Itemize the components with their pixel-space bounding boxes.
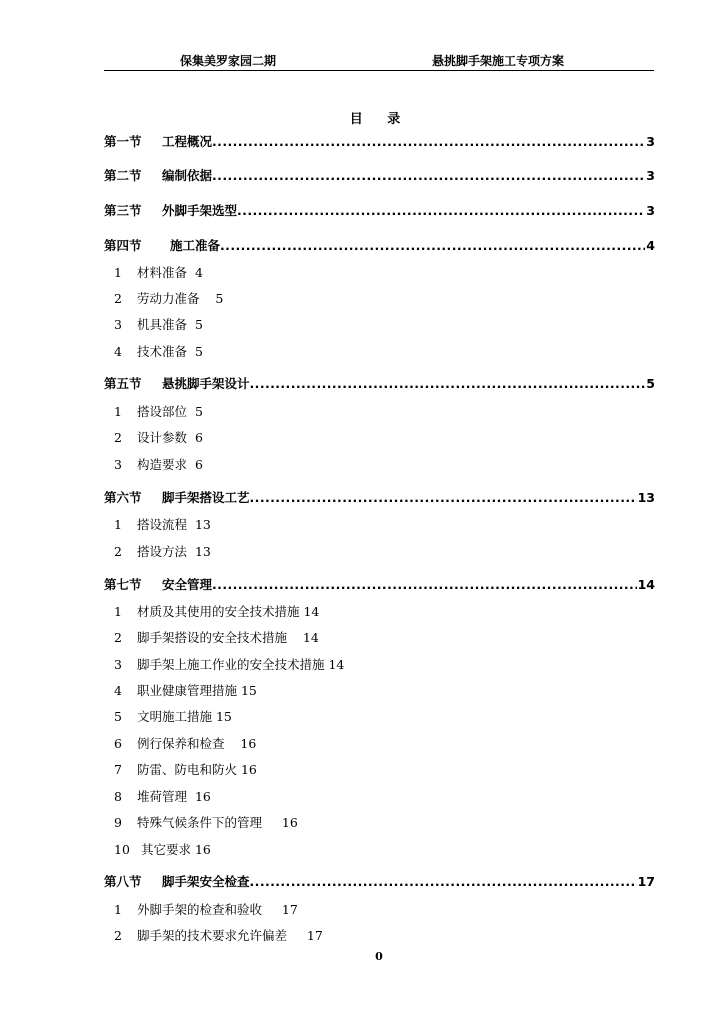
chapter-page: 4	[646, 238, 655, 253]
header-document-title: 悬挑脚手架施工专项方案	[432, 54, 565, 68]
section-title: 文明施工措施 15	[137, 709, 232, 724]
dot-leader	[237, 203, 645, 218]
chapter-title: 编制依据	[162, 168, 213, 183]
section-number: 3	[114, 317, 122, 332]
section-number: 3	[114, 657, 122, 672]
page-number: 0	[375, 950, 383, 963]
toc-chapter-4[interactable]	[104, 236, 655, 254]
toc-chapter-1[interactable]	[104, 132, 655, 150]
toc-section[interactable]	[114, 734, 256, 752]
chapter-title: 工程概况	[162, 134, 213, 149]
toc-section[interactable]	[114, 263, 203, 281]
toc-section[interactable]	[114, 602, 319, 620]
section-number: 1	[114, 265, 122, 280]
chapter-title: 悬挑脚手架设计	[162, 376, 250, 391]
section-title: 堆荷管理 16	[137, 789, 211, 804]
toc-section[interactable]	[114, 787, 211, 805]
section-title: 例行保养和检查 16	[137, 736, 257, 751]
section-number: 2	[114, 291, 122, 306]
chapter-title: 脚手架搭设工艺	[162, 490, 250, 505]
chapter-number: 第七节	[104, 577, 142, 592]
chapter-page: 17	[637, 874, 655, 889]
chapter-page: 5	[646, 376, 655, 391]
toc-section[interactable]	[114, 926, 323, 944]
section-title: 技术准备 5	[137, 344, 203, 359]
section-title: 防雷、防电和防火 16	[137, 762, 257, 777]
chapter-page: 3	[646, 203, 655, 218]
chapter-number: 第八节	[104, 874, 142, 889]
toc-section[interactable]	[114, 515, 211, 533]
dot-leader	[212, 134, 645, 149]
section-number: 2	[114, 544, 122, 559]
dot-leader	[212, 168, 645, 183]
section-title: 搭设流程 13	[137, 517, 211, 532]
toc-section[interactable]	[114, 628, 319, 646]
chapter-number: 第二节	[104, 168, 142, 183]
section-title: 脚手架上施工作业的安全技术措施 14	[137, 657, 345, 672]
header-divider	[104, 70, 654, 71]
toc-title: 目 录	[349, 112, 411, 127]
chapter-page: 3	[646, 134, 655, 149]
chapter-title: 脚手架安全检查	[162, 874, 250, 889]
chapter-title: 安全管理	[162, 577, 213, 592]
section-title: 搭设方法 13	[137, 544, 211, 559]
chapter-number: 第六节	[104, 490, 142, 505]
section-number: 3	[114, 457, 122, 472]
toc-section[interactable]	[114, 900, 298, 918]
toc-section[interactable]	[114, 681, 257, 699]
section-number: 1	[114, 604, 122, 619]
dot-leader	[250, 376, 646, 391]
section-number: 5	[114, 709, 122, 724]
section-number: 2	[114, 928, 122, 943]
toc-section[interactable]	[114, 813, 298, 831]
section-number: 10	[114, 842, 130, 857]
section-number: 7	[114, 762, 122, 777]
section-title: 设计参数 6	[137, 430, 203, 445]
toc-chapter-6[interactable]	[104, 488, 655, 506]
toc-chapter-8[interactable]	[104, 872, 655, 890]
dot-leader	[220, 238, 645, 253]
section-title: 机具准备 5	[137, 317, 203, 332]
section-number: 2	[114, 630, 122, 645]
toc-section[interactable]	[114, 342, 203, 360]
toc-section[interactable]	[114, 840, 211, 858]
chapter-number: 第五节	[104, 376, 142, 391]
toc-section[interactable]	[114, 315, 203, 333]
toc-section[interactable]	[114, 542, 211, 560]
header-project-name: 保集美罗家园二期	[180, 54, 277, 68]
section-number: 9	[114, 815, 122, 830]
section-title: 构造要求 6	[137, 457, 203, 472]
chapter-page: 13	[637, 490, 655, 505]
section-title: 劳动力准备 5	[137, 291, 224, 306]
section-title: 外脚手架的检查和验收 17	[137, 902, 298, 917]
dot-leader	[212, 577, 637, 592]
chapter-title: 施工准备	[170, 238, 221, 253]
toc-section[interactable]	[114, 455, 203, 473]
dot-leader	[250, 490, 637, 505]
section-number: 4	[114, 683, 122, 698]
section-title: 材料准备 4	[137, 265, 203, 280]
toc-chapter-3[interactable]	[104, 201, 655, 219]
section-number: 2	[114, 430, 122, 445]
toc-section[interactable]	[114, 289, 223, 307]
toc-section[interactable]	[114, 428, 203, 446]
chapter-number: 第一节	[104, 134, 142, 149]
toc-chapter-5[interactable]	[104, 374, 655, 392]
section-title: 职业健康管理措施 15	[137, 683, 257, 698]
section-title: 搭设部位 5	[137, 404, 203, 419]
section-number: 1	[114, 404, 122, 419]
section-number: 1	[114, 517, 122, 532]
section-number: 1	[114, 902, 122, 917]
section-title: 其它要求 16	[141, 842, 211, 857]
toc-section[interactable]	[114, 402, 203, 420]
section-title: 特殊气候条件下的管理 16	[137, 815, 298, 830]
toc-section[interactable]	[114, 655, 344, 673]
toc-chapter-2[interactable]	[104, 166, 655, 184]
toc-chapter-7[interactable]	[104, 575, 655, 593]
section-title: 脚手架搭设的安全技术措施 14	[137, 630, 319, 645]
section-title: 脚手架的技术要求允许偏差 17	[137, 928, 323, 943]
chapter-number: 第四节	[104, 238, 142, 253]
section-number: 6	[114, 736, 122, 751]
page-header	[104, 50, 654, 70]
section-number: 8	[114, 789, 122, 804]
toc-section[interactable]	[114, 707, 232, 725]
section-number: 4	[114, 344, 122, 359]
chapter-page: 3	[646, 168, 655, 183]
section-title: 材质及其使用的安全技术措施 14	[137, 604, 320, 619]
chapter-title: 外脚手架选型	[162, 203, 238, 218]
dot-leader	[250, 874, 637, 889]
chapter-number: 第三节	[104, 203, 142, 218]
toc-section[interactable]	[114, 760, 257, 778]
chapter-page: 14	[637, 577, 655, 592]
